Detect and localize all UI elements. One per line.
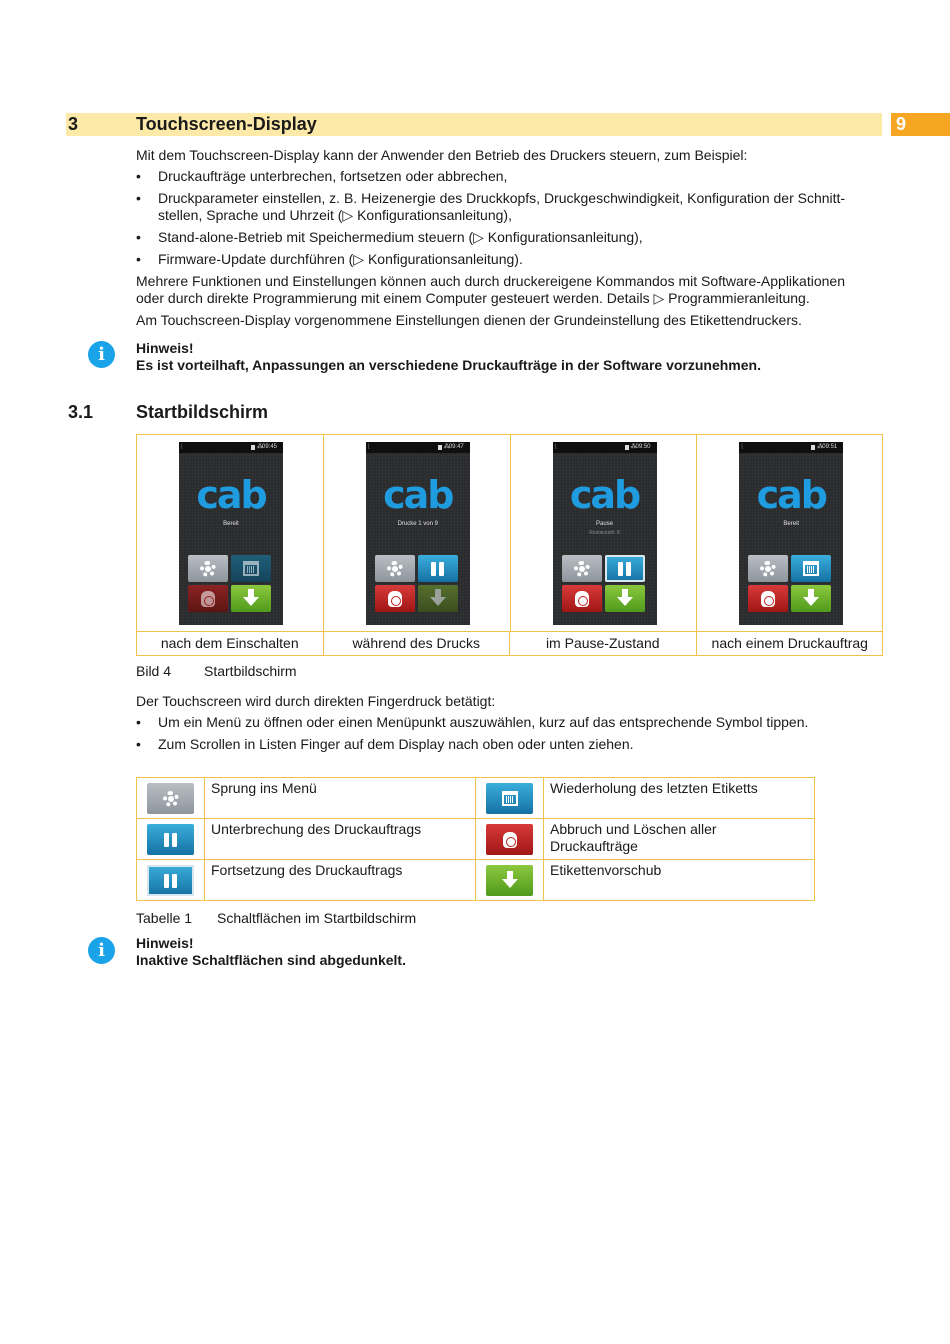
page-number: 9 <box>896 114 907 134</box>
cancel-hand-icon <box>761 591 775 607</box>
paragraph: Der Touchscreen wird durch direkten Fingerdruck betätigt: <box>136 693 496 709</box>
pause-button <box>147 824 194 855</box>
printer-status: Drucke 1 von 9 <box>397 521 438 527</box>
screen-cell <box>137 435 324 631</box>
table-cell: Wiederholung des letzten Etiketts <box>550 780 758 796</box>
resume-icon <box>164 874 177 888</box>
menu-button[interactable] <box>562 555 602 582</box>
cancel-button[interactable] <box>375 585 415 612</box>
list-item: • Um ein Menü zu öffnen oder einen Menüpunkt auszuwählen, kurz auf das entsprechende Symbol tippen. <box>136 714 876 731</box>
resume-button <box>147 865 194 896</box>
cancel-hand-icon <box>575 591 589 607</box>
section-number: 3.1 <box>68 402 94 422</box>
list-item: • Stand-alone-Betrieb mit Speichermedium steuern (▷ Konfigurationsanleitung), <box>136 229 876 246</box>
pause-icon <box>431 562 444 576</box>
table-cell: Unterbrechung des Druckauftrags <box>205 819 476 859</box>
gear-icon <box>387 561 403 577</box>
status-bar: ⌊ ⁂ 09:47 <box>366 442 470 453</box>
cab-logo: cab <box>196 473 266 517</box>
figure-caption: Startbildschirm <box>204 663 297 679</box>
screen-cell <box>697 435 884 631</box>
table-cell <box>476 778 544 818</box>
menu-button <box>147 783 194 814</box>
note-hint: Hinweis! Es ist vorteilhaft, Anpassungen an verschiedene Druckaufträge in der Software vorzunehmen. <box>136 340 761 373</box>
section-title: Startbildschirm <box>136 402 269 422</box>
feed-button[interactable] <box>791 585 831 612</box>
touchscreen <box>553 442 657 625</box>
status-bar: ⌊ ⁂ 09:50 <box>553 442 657 453</box>
note-hint: Hinweis! Inaktive Schaltflächen sind abgedunkelt. <box>136 935 406 968</box>
screen-caption: nach einem Druckauftrag <box>711 635 868 651</box>
cab-logo: cab <box>383 473 453 517</box>
feed-button[interactable] <box>605 585 645 612</box>
table-cell: Abbruch und Löschen aller Druckaufträge <box>550 821 717 854</box>
cancel-button[interactable] <box>748 585 788 612</box>
table-row <box>137 819 814 860</box>
repeat-label-icon <box>502 791 518 806</box>
printer-status: Bereit <box>783 521 800 527</box>
screen-caption: während des Drucks <box>324 632 511 656</box>
cancel-button[interactable] <box>562 585 602 612</box>
table-label: Tabelle 1 <box>136 910 193 926</box>
info-icon: i <box>88 341 115 368</box>
list-item: • Firmware-Update durchführen (▷ Konfigurationsanleitung). <box>136 251 876 268</box>
table-cell: Fortsetzung des Druckauftrags <box>205 860 476 900</box>
gear-icon <box>574 561 590 577</box>
repeat-label-icon <box>803 561 819 576</box>
feed-arrow-icon <box>617 597 633 606</box>
table-row <box>137 778 814 819</box>
screen-cell <box>511 435 698 631</box>
paragraph: Mehrere Funktionen und Einstellungen können auch durch druckereigene Kommandos mit Software-Applikationen oder durch direkte Programmierung mit einem Computer gesteuert werden. Details ▷ Programmieranleitung. <box>136 273 845 306</box>
chapter-title: Touchscreen-Display <box>136 114 317 134</box>
gear-icon <box>760 561 776 577</box>
feed-arrow-icon <box>502 879 518 888</box>
gear-icon <box>163 791 179 807</box>
repeat-label-button <box>486 783 533 814</box>
menu-button[interactable] <box>375 555 415 582</box>
table-cell <box>476 819 544 859</box>
cancel-hand-icon <box>388 591 402 607</box>
list-item: • Druckparameter einstellen, z. B. Heizenergie des Druckkopfs, Druckgeschwindigkeit, Konfiguration der Schnitt- stellen, Sprache und Uhrzeit (▷ Konfigurationsanleitung), <box>136 190 876 224</box>
menu-button[interactable] <box>188 555 228 582</box>
cab-logo: cab <box>569 473 640 517</box>
printer-status: Bereit <box>223 521 239 527</box>
table-cell: Etikettenvorschub <box>550 862 662 878</box>
repeat-label-button[interactable] <box>231 555 271 582</box>
feed-button[interactable] <box>231 585 271 612</box>
status-bar: ⌊ ⁂ 09:45 <box>179 442 283 453</box>
printer-status: Pause <box>595 521 613 527</box>
remaining-count: Restanzahl: 8 <box>589 530 620 536</box>
table-cell <box>137 778 205 818</box>
table-cell: Sprung ins Menü <box>205 778 476 818</box>
status-bar: ⌊ ⁂ 09:51 <box>739 442 843 453</box>
clock: 09:51 <box>822 444 838 450</box>
cancel-button[interactable] <box>188 585 228 612</box>
pause-button[interactable] <box>418 555 458 582</box>
cancel-hand-icon <box>201 591 215 607</box>
resume-button[interactable] <box>605 555 645 582</box>
chapter-number: 3 <box>68 114 79 134</box>
clock: 09:45 <box>261 444 277 450</box>
feed-arrow-icon <box>243 597 259 606</box>
button-legend-table <box>136 777 815 901</box>
cab-logo: cab <box>756 473 826 517</box>
screen-cell <box>324 435 511 631</box>
feed-arrow-icon <box>430 597 446 606</box>
touchscreen <box>179 442 283 625</box>
list-item: • Druckaufträge unterbrechen, fortsetzen oder abbrechen, <box>136 168 876 185</box>
startscreen-figure <box>136 434 883 656</box>
touchscreen <box>366 442 470 625</box>
repeat-label-button[interactable] <box>791 555 831 582</box>
pause-icon <box>164 833 177 847</box>
feed-button <box>486 865 533 896</box>
touchscreen <box>739 442 843 625</box>
table-cell <box>137 860 205 900</box>
feed-arrow-icon <box>803 597 819 606</box>
info-icon: i <box>88 937 115 964</box>
list-item: • Zum Scrollen in Listen Finger auf dem Display nach oben oder unten ziehen. <box>136 736 876 753</box>
menu-button[interactable] <box>748 555 788 582</box>
figure-label: Bild 4 <box>136 663 172 679</box>
table-row <box>137 860 814 901</box>
resume-icon <box>618 562 631 576</box>
table-cell <box>476 860 544 900</box>
screen-caption: nach dem Einschalten <box>137 632 324 656</box>
figure-caption-row <box>137 631 882 655</box>
repeat-label-icon <box>243 561 259 576</box>
screen-caption: im Pause-Zustand <box>510 632 697 656</box>
cancel-button <box>486 824 533 855</box>
intro-text: Mit dem Touchscreen-Display kann der Anwender den Betrieb des Druckers steuern, zum Beispiel: <box>136 147 748 163</box>
clock: 09:47 <box>448 444 464 450</box>
table-cell <box>137 819 205 859</box>
table-caption: Schaltflächen im Startbildschirm <box>217 910 417 926</box>
clock: 09:50 <box>635 444 651 450</box>
gear-icon <box>200 561 216 577</box>
paragraph: Am Touchscreen-Display vorgenommene Einstellungen dienen der Grundeinstellung des Etikettendruckers. <box>136 312 802 328</box>
feed-button[interactable] <box>418 585 458 612</box>
cancel-hand-icon <box>503 832 517 848</box>
